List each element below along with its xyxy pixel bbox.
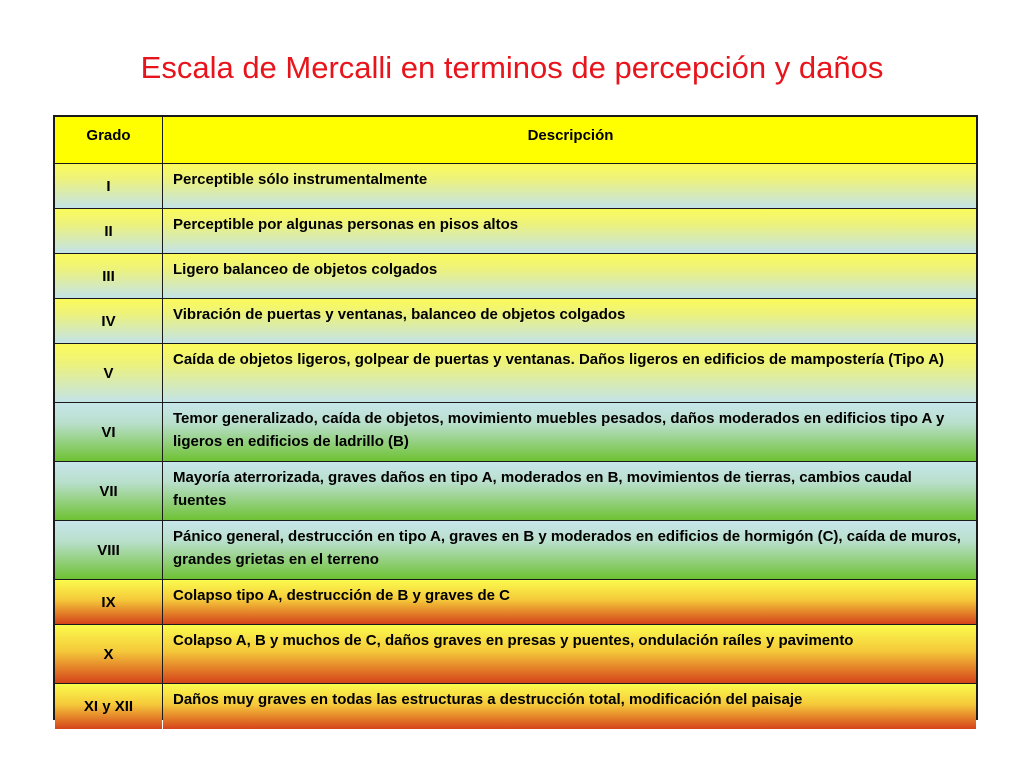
grado-cell: IV bbox=[55, 299, 162, 343]
header-descripcion: Descripción bbox=[163, 117, 976, 163]
grado-cell: III bbox=[55, 254, 162, 298]
grado-cell: XI y XII bbox=[55, 684, 162, 729]
descripcion-cell: Temor generalizado, caída de objetos, movimiento muebles pesados, daños moderados en edificios tipo A y ligeros en edificios de ladrillo (B) bbox=[163, 403, 976, 461]
grado-cell: VII bbox=[55, 462, 162, 520]
descripcion-cell: Colapso tipo A, destrucción de B y graves de C bbox=[163, 580, 976, 624]
mercalli-table bbox=[53, 115, 978, 720]
descripcion-cell: Vibración de puertas y ventanas, balanceo de objetos colgados bbox=[163, 299, 976, 343]
grado-cell: II bbox=[55, 209, 162, 253]
descripcion-cell: Caída de objetos ligeros, golpear de puertas y ventanas. Daños ligeros en edificios de mampostería (Tipo A) bbox=[163, 344, 976, 402]
descripcion-cell: Ligero balanceo de objetos colgados bbox=[163, 254, 976, 298]
header-grado: Grado bbox=[55, 117, 162, 163]
grado-cell: VI bbox=[55, 403, 162, 461]
descripcion-cell: Perceptible por algunas personas en pisos altos bbox=[163, 209, 976, 253]
slide-title: Escala de Mercalli en terminos de percepción y daños bbox=[140, 50, 884, 85]
grado-cell: X bbox=[55, 625, 162, 683]
grado-cell: IX bbox=[55, 580, 162, 624]
descripcion-cell: Mayoría aterrorizada, graves daños en tipo A, moderados en B, movimientos de tierras, cambios caudal fuentes bbox=[163, 462, 976, 520]
descripcion-cell: Pánico general, destrucción en tipo A, graves en B y moderados en edificios de hormigón (C), caída de muros, grandes grietas en el terreno bbox=[163, 521, 976, 579]
descripcion-cell: Colapso A, B y muchos de C, daños graves en presas y puentes, ondulación raíles y pavimento bbox=[163, 625, 976, 683]
descripcion-cell: Perceptible sólo instrumentalmente bbox=[163, 164, 976, 208]
grado-cell: V bbox=[55, 344, 162, 402]
grado-cell: VIII bbox=[55, 521, 162, 579]
descripcion-cell: Daños muy graves en todas las estructuras a destrucción total, modificación del paisaje bbox=[163, 684, 976, 729]
grado-cell: I bbox=[55, 164, 162, 208]
